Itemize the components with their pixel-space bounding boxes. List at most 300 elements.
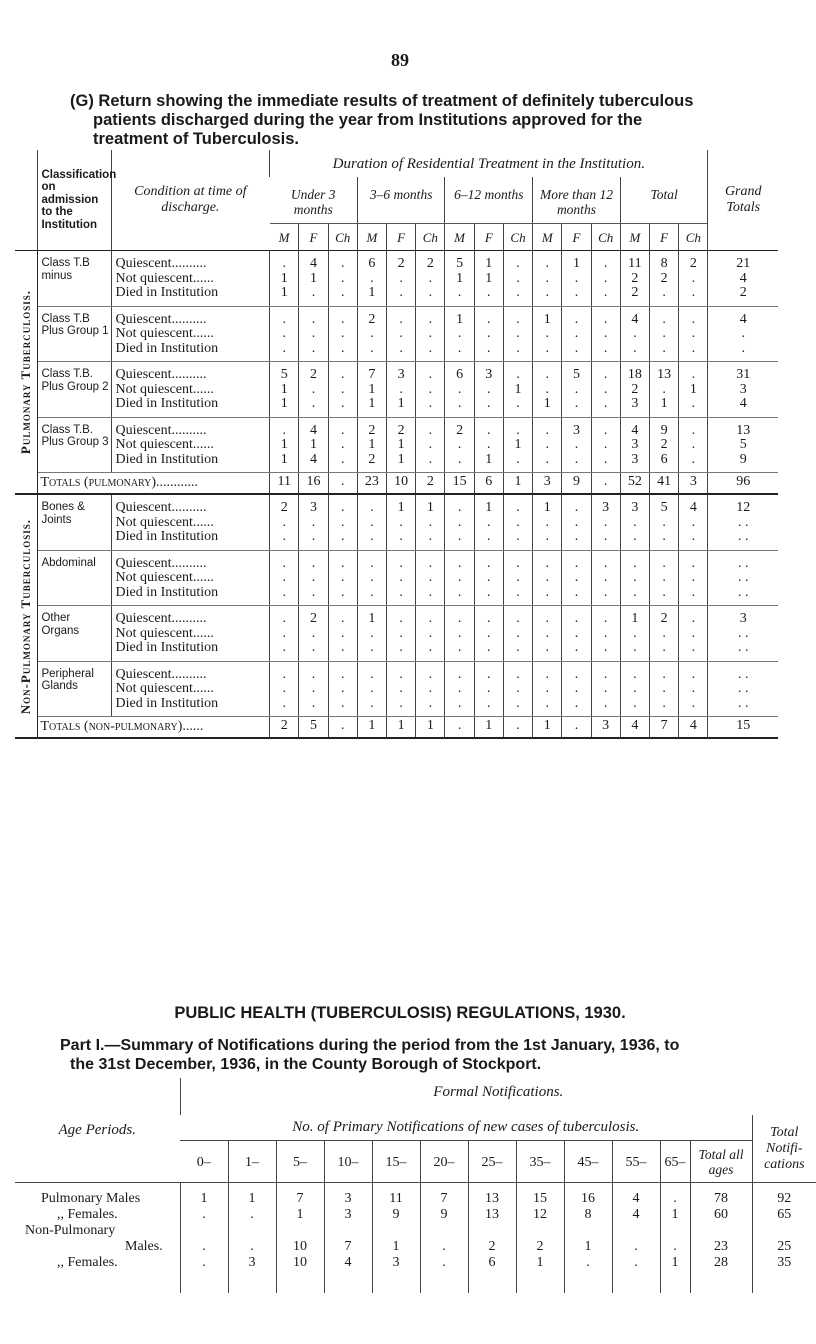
value: .: [428, 640, 433, 655]
value-cell: [591, 306, 620, 362]
value: .: [399, 529, 403, 544]
condition-label: Not quiescent......: [115, 326, 214, 341]
condition-cell: [111, 606, 270, 662]
value: 1: [309, 270, 317, 286]
notification-value: 8: [564, 1207, 612, 1223]
age-column-header: 20–: [420, 1141, 468, 1183]
value: .: [545, 529, 549, 544]
notification-value: [228, 1223, 276, 1239]
value: .: [311, 570, 316, 585]
value: .: [545, 555, 549, 571]
value-cell: [357, 251, 386, 307]
value-cell: [562, 306, 591, 362]
value: . .: [737, 514, 749, 530]
value: .: [370, 640, 374, 655]
group-row: [15, 251, 778, 307]
age-periods-header: Age Periods.: [15, 1078, 180, 1183]
value-cell: [416, 362, 445, 418]
total-value: 2: [270, 717, 299, 739]
value: .: [340, 625, 345, 641]
value: .: [633, 570, 637, 585]
value-cell: [679, 417, 708, 473]
group-row: [15, 362, 778, 418]
notification-value: 23: [690, 1239, 752, 1255]
value: 1: [660, 396, 668, 411]
value: .: [633, 340, 637, 356]
notification-value: 3: [228, 1255, 276, 1293]
value: .: [311, 514, 316, 530]
value-cell: [562, 417, 591, 473]
value: .: [487, 695, 491, 711]
notification-value: .: [660, 1183, 690, 1208]
notification-value: 1: [660, 1255, 690, 1293]
value-cell: [679, 251, 708, 307]
value: .: [428, 381, 433, 397]
value: .: [282, 555, 287, 571]
classification-cell: Abdominal: [38, 550, 111, 606]
total-value: 3: [533, 473, 562, 495]
value-cell: [650, 362, 679, 418]
total-value: 6: [474, 473, 503, 495]
value: .: [282, 640, 287, 655]
value: .: [457, 666, 462, 682]
value-cell: [474, 606, 503, 662]
value: .: [457, 555, 462, 571]
value: .: [399, 695, 403, 711]
notification-value: [564, 1223, 612, 1239]
total-value: 1: [416, 717, 445, 739]
value: .: [487, 311, 491, 327]
value-cell: [299, 661, 328, 717]
value: .: [428, 437, 433, 452]
value: 2: [689, 256, 697, 271]
value-cell: [620, 306, 649, 362]
value: .: [633, 529, 637, 544]
notification-value: .: [612, 1239, 660, 1255]
notification-value: 92: [752, 1183, 816, 1208]
value: .: [487, 326, 491, 341]
value: . .: [737, 695, 749, 711]
value: .: [691, 584, 696, 600]
value: .: [340, 285, 345, 300]
value: 2: [309, 611, 317, 626]
value: 2: [660, 270, 668, 286]
value: .: [457, 611, 462, 626]
value: .: [603, 326, 608, 341]
total-value: 9: [562, 473, 591, 495]
value: .: [487, 396, 491, 411]
value: .: [574, 555, 579, 571]
value-cell: [503, 306, 532, 362]
sub-header-ch: Ch: [591, 224, 620, 251]
condition-cell: [111, 362, 270, 418]
value: 2: [280, 500, 288, 515]
value: .: [662, 381, 666, 397]
value-cell: [328, 306, 357, 362]
age-column-header: 45–: [564, 1141, 612, 1183]
value: .: [370, 340, 374, 356]
value-cell: [474, 417, 503, 473]
value-cell: [416, 606, 445, 662]
value: .: [691, 514, 696, 530]
value: 1: [309, 437, 317, 452]
value: 5: [280, 367, 288, 382]
value-cell: [270, 362, 299, 418]
value-cell: [620, 362, 649, 418]
total-value: 1: [387, 717, 416, 739]
value: 1: [485, 256, 493, 271]
value: .: [545, 695, 549, 711]
notification-value: [516, 1223, 564, 1239]
value: .: [340, 326, 345, 341]
value: .: [370, 625, 374, 641]
value: .: [457, 570, 462, 585]
notification-value: [752, 1223, 816, 1239]
value: .: [516, 681, 520, 696]
notification-value: 6: [468, 1255, 516, 1293]
value: .: [574, 681, 579, 696]
value: 7: [368, 367, 376, 382]
total-value: 96: [708, 473, 778, 495]
regulations-title: PUBLIC HEALTH (TUBERCULOSIS) REGULATIONS, 1930.: [174, 1004, 626, 1022]
value: .: [311, 555, 316, 571]
notification-value: 65: [752, 1207, 816, 1223]
value: .: [340, 529, 345, 544]
value: .: [487, 640, 491, 655]
condition-label: Died in Institution: [115, 695, 219, 711]
value: 3: [631, 500, 639, 515]
condition-cell: [111, 494, 270, 550]
value: .: [662, 326, 666, 341]
value-cell: [650, 661, 679, 717]
value: 2: [309, 367, 317, 382]
value: .: [545, 340, 549, 356]
value-cell: [270, 251, 299, 307]
value-cell: [503, 362, 532, 418]
notification-value: 15: [516, 1183, 564, 1208]
value: 5: [572, 367, 580, 382]
notification-value: 2: [468, 1239, 516, 1255]
value: .: [603, 625, 608, 641]
value: .: [545, 681, 549, 696]
value: .: [282, 681, 287, 696]
total-value: 1: [357, 717, 386, 739]
value: .: [311, 625, 316, 641]
value: .: [282, 256, 287, 271]
value: .: [340, 270, 345, 286]
notification-row: [15, 1207, 816, 1223]
total-value: 41: [650, 473, 679, 495]
age-column-header: 25–: [468, 1141, 516, 1183]
value-cell: [650, 494, 679, 550]
notification-value: 25: [752, 1239, 816, 1255]
value: 1: [631, 611, 639, 626]
value-cell: [708, 661, 778, 717]
value: 3: [631, 396, 639, 411]
value: .: [340, 555, 345, 571]
value: .: [282, 311, 287, 327]
value: .: [574, 625, 579, 641]
value: .: [516, 451, 520, 467]
age-column-header: 5–: [276, 1141, 324, 1183]
value: .: [340, 514, 345, 530]
value-cell: [679, 306, 708, 362]
value: .: [340, 666, 345, 682]
value: .: [311, 285, 316, 300]
value: 3: [602, 500, 610, 515]
value-cell: [387, 661, 416, 717]
value-cell: [474, 550, 503, 606]
value-cell: [445, 417, 474, 473]
value-cell: [357, 306, 386, 362]
value: 13: [657, 367, 672, 382]
part-title: [60, 1036, 780, 1074]
value: .: [662, 340, 666, 356]
value: .: [457, 340, 462, 356]
value: .: [428, 285, 433, 300]
age-column-header: 55–: [612, 1141, 660, 1183]
formal-notifications-header: Formal Notifications.: [180, 1078, 816, 1115]
condition-label: Quiescent..........: [115, 256, 207, 271]
value: .: [340, 396, 345, 411]
value: 1: [397, 396, 405, 411]
value: .: [311, 666, 316, 682]
row-label: Pulmonary Males: [41, 1191, 141, 1206]
sub-header-ch: Ch: [503, 224, 532, 251]
value: .: [282, 326, 287, 341]
value: .: [399, 311, 403, 327]
condition-label: Not quiescent......: [115, 514, 214, 530]
value: .: [516, 396, 520, 411]
treatment-results-table: [15, 150, 778, 739]
value: .: [399, 270, 403, 286]
total-value: 10: [387, 473, 416, 495]
notification-value: 10: [276, 1255, 324, 1293]
value: .: [691, 681, 696, 696]
value-cell: [357, 362, 386, 418]
notification-value: 1: [564, 1239, 612, 1255]
value: .: [487, 381, 491, 397]
value: .: [516, 640, 520, 655]
condition-label: Died in Institution: [115, 584, 219, 600]
value-cell: [270, 417, 299, 473]
total-value: 1: [533, 717, 562, 739]
value: .: [399, 555, 403, 571]
value: .: [399, 681, 403, 696]
value: .: [516, 695, 520, 711]
notification-value: 13: [468, 1207, 516, 1223]
notification-value: 3: [372, 1255, 420, 1293]
value: .: [516, 514, 520, 530]
value: 2: [631, 270, 639, 286]
value: .: [603, 396, 608, 411]
notification-value: 78: [690, 1183, 752, 1208]
value: 1: [689, 381, 697, 397]
section-title: [70, 92, 770, 149]
classification-header: Classification on admission to the Institution: [38, 150, 111, 251]
value: .: [516, 555, 520, 571]
value: 1: [368, 611, 376, 626]
sub-header-m: M: [445, 224, 474, 251]
value-cell: [416, 550, 445, 606]
value: 4: [739, 270, 747, 286]
value: 4: [309, 256, 317, 271]
value: . .: [737, 640, 749, 655]
value: .: [370, 514, 374, 530]
value: .: [574, 666, 579, 682]
value: 3: [485, 367, 493, 382]
value: .: [691, 326, 696, 341]
part-title-line: Part I.—Summary of Notifications during the period from the 1st January, 1936, to: [60, 1037, 680, 1054]
condition-label: Quiescent..........: [115, 555, 207, 571]
value: 1: [397, 437, 405, 452]
value: .: [603, 270, 608, 286]
value: 1: [456, 311, 464, 327]
value: .: [603, 311, 608, 327]
value: 1: [543, 396, 551, 411]
value: .: [340, 311, 345, 327]
value: .: [428, 270, 433, 286]
value: .: [370, 529, 374, 544]
value: .: [428, 529, 433, 544]
age-column-header: 1–: [228, 1141, 276, 1183]
value-cell: [562, 251, 591, 307]
value: 1: [485, 270, 493, 286]
value-cell: [270, 661, 299, 717]
value: .: [691, 311, 696, 327]
value: .: [282, 514, 287, 530]
value: .: [574, 500, 579, 515]
condition-label: Quiescent..........: [115, 666, 207, 682]
total-value: 1: [503, 473, 532, 495]
value: .: [574, 451, 579, 467]
total-value: 7: [650, 717, 679, 739]
value-cell: [679, 362, 708, 418]
duration-header: Duration of Residential Treatment in the Institution.: [270, 150, 708, 177]
value: .: [603, 367, 608, 382]
value: .: [603, 666, 608, 682]
classification-cell: Class T.B Plus Group 1: [38, 306, 111, 362]
value-cell: [503, 251, 532, 307]
value: .: [428, 611, 433, 626]
notifications-table: [15, 1078, 816, 1293]
value-cell: [387, 251, 416, 307]
notification-value: .: [420, 1255, 468, 1293]
value: .: [282, 695, 287, 711]
condition-label: Died in Institution: [115, 529, 219, 544]
condition-label: Not quiescent......: [115, 437, 214, 452]
value-cell: [416, 494, 445, 550]
value: .: [662, 584, 666, 600]
value: .: [691, 270, 696, 286]
value-cell: [328, 362, 357, 418]
value: .: [691, 666, 696, 682]
value: .: [487, 666, 491, 682]
total-value: 16: [299, 473, 328, 495]
value: 5: [739, 437, 747, 452]
value: .: [370, 681, 374, 696]
notification-value: 1: [372, 1239, 420, 1255]
value-cell: [650, 550, 679, 606]
value: .: [487, 555, 491, 571]
value: .: [603, 695, 608, 711]
value: .: [691, 340, 696, 356]
value-cell: [299, 362, 328, 418]
section-label-text: Pulmonary Tuberculosis.: [18, 290, 34, 455]
value-cell: [387, 494, 416, 550]
value: .: [282, 666, 287, 682]
value-cell: [620, 606, 649, 662]
sub-header-f: F: [299, 224, 328, 251]
value-cell: [620, 417, 649, 473]
notification-value: 4: [324, 1255, 372, 1293]
notification-value: 7: [420, 1183, 468, 1208]
section-title-line: treatment of Tuberculosis.: [93, 130, 299, 148]
value-cell: [299, 306, 328, 362]
value: 2: [426, 256, 434, 271]
value: .: [340, 256, 345, 271]
notification-value: .: [564, 1255, 612, 1293]
value: 11: [628, 256, 642, 271]
sub-header-m: M: [357, 224, 386, 251]
value-cell: [328, 494, 357, 550]
value: .: [428, 367, 433, 382]
value-cell: [708, 306, 778, 362]
duration-group-header: Under 3 months: [270, 177, 358, 224]
value-cell: [708, 550, 778, 606]
value-cell: [445, 606, 474, 662]
notification-value: 35: [752, 1255, 816, 1293]
notification-row: [15, 1183, 816, 1208]
value: .: [574, 640, 579, 655]
value: .: [428, 695, 433, 711]
value: 6: [368, 256, 376, 271]
value: 3: [397, 367, 405, 382]
value: 2: [660, 437, 668, 452]
value-cell: [299, 606, 328, 662]
total-value: 2: [416, 473, 445, 495]
value-cell: [503, 494, 532, 550]
value: .: [545, 611, 549, 626]
value: .: [545, 666, 549, 682]
value: .: [457, 695, 462, 711]
value: 4: [309, 422, 317, 438]
notification-value: .: [660, 1239, 690, 1255]
value-cell: [533, 362, 562, 418]
condition-label: Not quiescent......: [115, 681, 214, 696]
value: .: [457, 437, 462, 452]
value-cell: [562, 550, 591, 606]
condition-cell: [111, 306, 270, 362]
value: 3: [309, 500, 317, 515]
value: .: [340, 437, 345, 452]
value: .: [399, 570, 403, 585]
value: .: [516, 285, 520, 300]
condition-header: Condition at time of discharge.: [111, 150, 270, 251]
value-cell: [416, 306, 445, 362]
value: .: [282, 625, 287, 641]
classification-cell: Peripheral Glands: [38, 661, 111, 717]
group-row: [15, 550, 778, 606]
value: .: [662, 285, 666, 300]
value: .: [603, 256, 608, 271]
value: . .: [737, 570, 749, 585]
value: .: [516, 570, 520, 585]
value: 13: [736, 422, 751, 438]
notification-value: .: [420, 1239, 468, 1255]
value: .: [662, 311, 666, 327]
total-value: 5: [299, 717, 328, 739]
